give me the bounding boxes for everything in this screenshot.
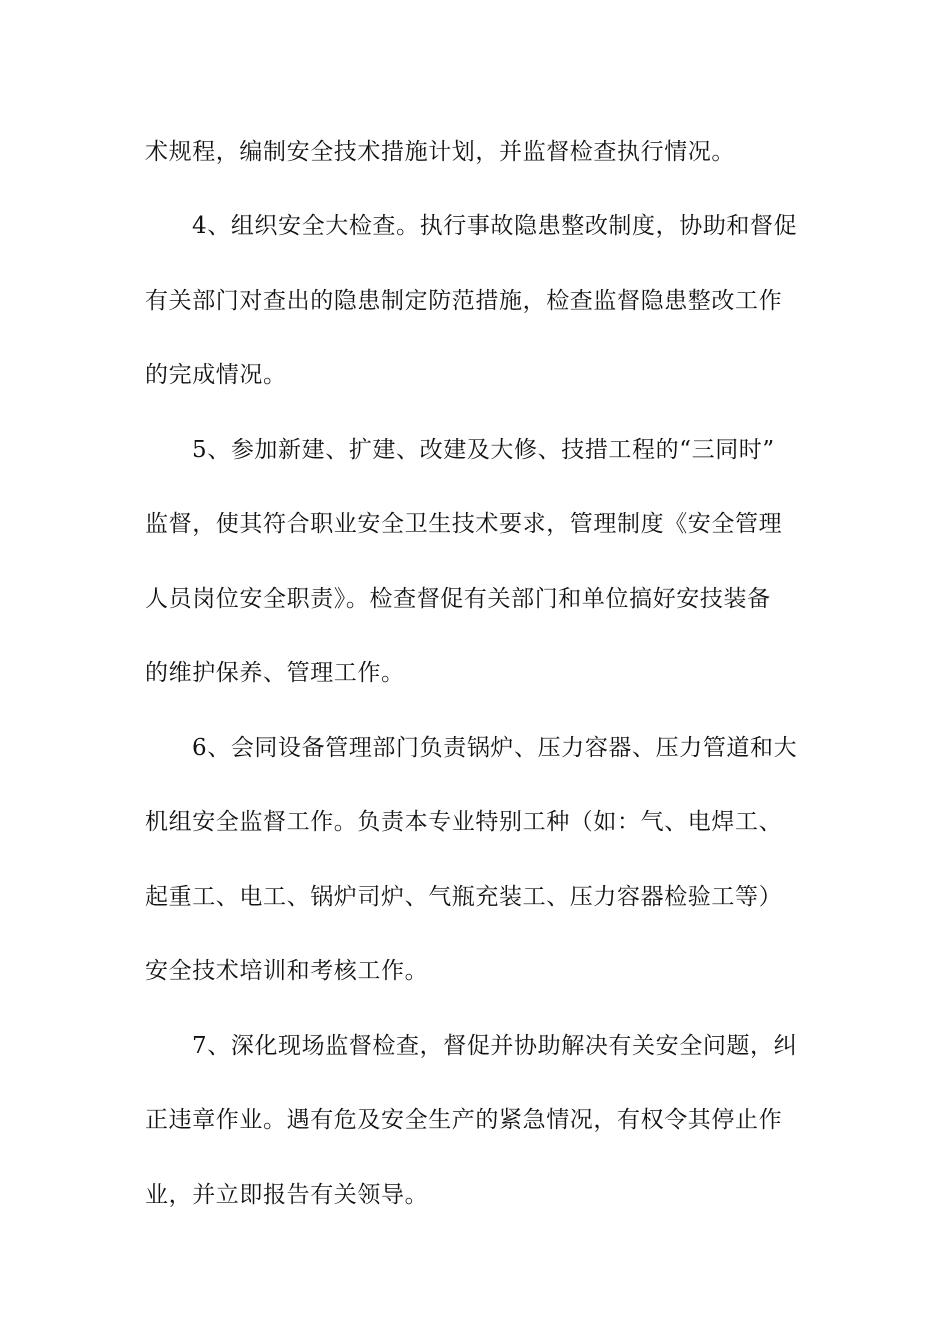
text-line: 正违章作业。遇有危及安全生产的紧急情况，有权令其停止作 [145, 1107, 783, 1133]
text-line: 安全技术培训和考核工作。 [145, 958, 429, 984]
text-line: 7、深化现场监督检查，督促并协助解决有关安全问题，纠 [192, 1033, 798, 1059]
text-line: 的完成情况。 [145, 362, 287, 388]
text-line: 有关部门对查出的隐患制定防范措施，检查监督隐患整改工作 [145, 288, 783, 314]
text-line: 4、组织安全大检查。执行事故隐患整改制度，协助和督促 [192, 213, 798, 239]
text-line: 6、会同设备管理部门负责锅炉、压力容器、压力管道和大 [192, 735, 798, 761]
text-line: 机组安全监督工作。负责本专业特别工种（如：气、电焊工、 [145, 809, 783, 835]
text-line: 业，并立即报告有关领导。 [145, 1182, 429, 1208]
text-line: 的维护保养、管理工作。 [145, 660, 405, 686]
text-line: 起重工、电工、锅炉司炉、气瓶充装工、压力容器检验工等） [145, 884, 783, 910]
text-line: 人员岗位安全职责》。检查督促有关部门和单位搞好安技装备 [145, 586, 771, 612]
text-line: 术规程，编制安全技术措施计划，并监督检查执行情况。 [145, 139, 735, 165]
text-line: 监督，使其符合职业安全卫生技术要求，管理制度《安全管理 [145, 511, 783, 537]
text-line: 5、参加新建、扩建、改建及大修、技措工程的“三同时” [192, 437, 775, 463]
